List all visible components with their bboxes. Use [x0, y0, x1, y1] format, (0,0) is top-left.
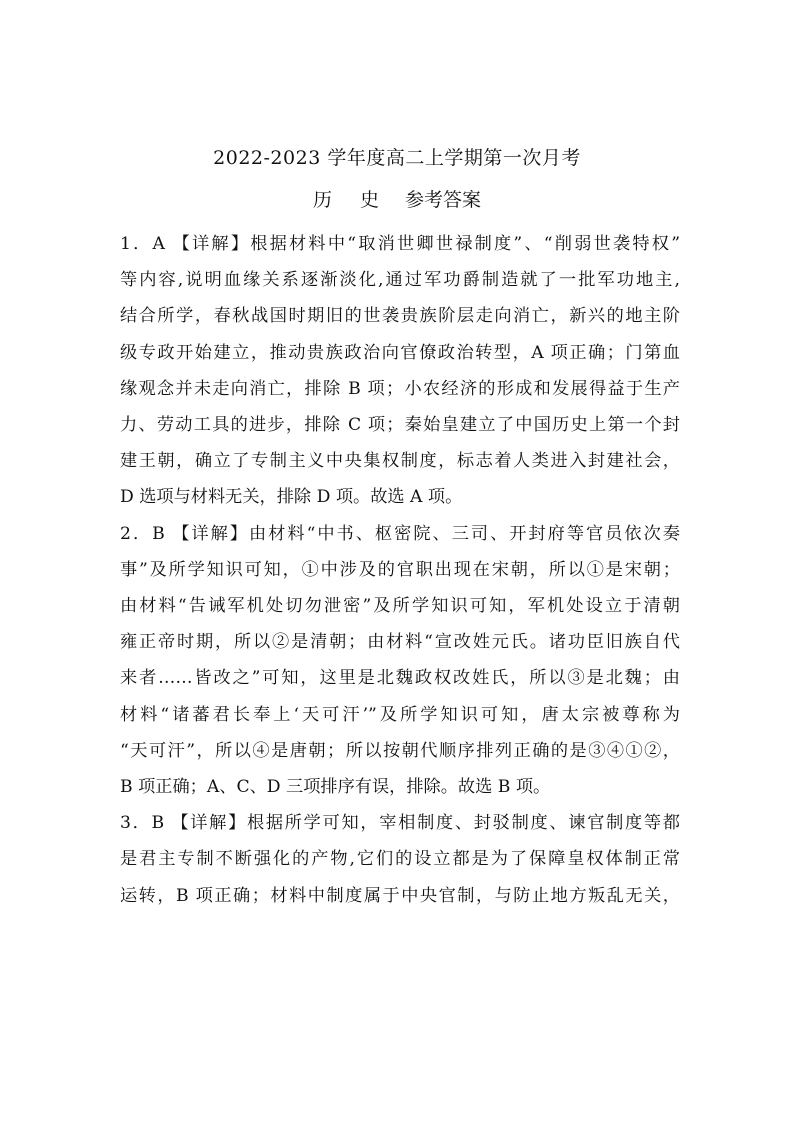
answer-line: 2．B 【详解】由材料“中书、枢密院、三司、开封府等官员依次奏: [120, 523, 680, 544]
document-subtitle: [0, 186, 794, 214]
answer-line: B 项正确；A、C、D 三项排序有误，排除。故选 B 项。: [120, 777, 551, 798]
answer-line: 运转，B 项正确；材料中制度属于中央官制，与防止地方叛乱无关，: [120, 885, 680, 906]
answer-line: D 选项与材料无关，排除 D 项。故选 A 项。: [120, 487, 463, 508]
answer-item-1: [120, 226, 680, 516]
answer-line: 等内容,说明血缘关系逐渐淡化,通过军功爵制造就了一批军功地主,: [120, 270, 680, 291]
answer-list: [120, 226, 680, 914]
answer-line: 建王朝，确立了专制主义中央集权制度，标志着人类进入封建社会，: [120, 451, 680, 472]
subject-suffix: 参考答案: [405, 189, 482, 211]
answer-item-3: [120, 805, 680, 914]
answer-line: 是君主专制不断强化的产物,它们的设立都是为了保障皇权体制正常: [120, 849, 680, 870]
answer-line: 由材料“告诫军机处切勿泄密”及所学知识可知，军机处设立于清朝: [120, 596, 680, 617]
document-title: 2022-2023 学年度高二上学期第一次月考: [213, 147, 581, 169]
answer-line: 事”及所学知识可知，①中涉及的官职出现在宋朝，所以①是宋朝；: [120, 559, 680, 580]
answer-line: 雍正帝时期，所以②是清朝；由材料“宣改姓元氏。诸功臣旧族自代: [120, 632, 680, 653]
answer-line: 1．A 【详解】根据材料中“取消世卿世禄制度”、“削弱世袭特权”: [120, 234, 680, 254]
subject-char-1: 历: [312, 189, 332, 211]
answer-item-2: [120, 516, 680, 806]
answer-line: 级专政开始建立，推动贵族政治向官僚政治转型，A 项正确；门第血: [120, 342, 680, 363]
answer-line: 来者……皆改之”可知，这里是北魏政权改姓氏，所以③是北魏；由: [120, 668, 680, 689]
answer-line: 3．B 【详解】根据所学可知，宰相制度、封驳制度、谏官制度等都: [120, 813, 680, 834]
answer-line: 缘观念并未走向消亡，排除 B 项；小农经济的形成和发展得益于生产: [120, 378, 680, 399]
answer-line: 材料“诸蕃君长奉上‘天可汗’”及所学知识可知，唐太宗被尊称为: [120, 704, 680, 725]
answer-line: “天可汗”，所以④是唐朝；所以按朝代顺序排列正确的是③④①②，: [120, 740, 680, 761]
answer-line: 力、劳动工具的进步，排除 C 项；秦始皇建立了中国历史上第一个封: [120, 415, 680, 436]
subject-char-2: 史: [359, 189, 379, 211]
answer-line: 结合所学，春秋战国时期旧的世袭贵族阶层走向消亡，新兴的地主阶: [120, 306, 680, 327]
